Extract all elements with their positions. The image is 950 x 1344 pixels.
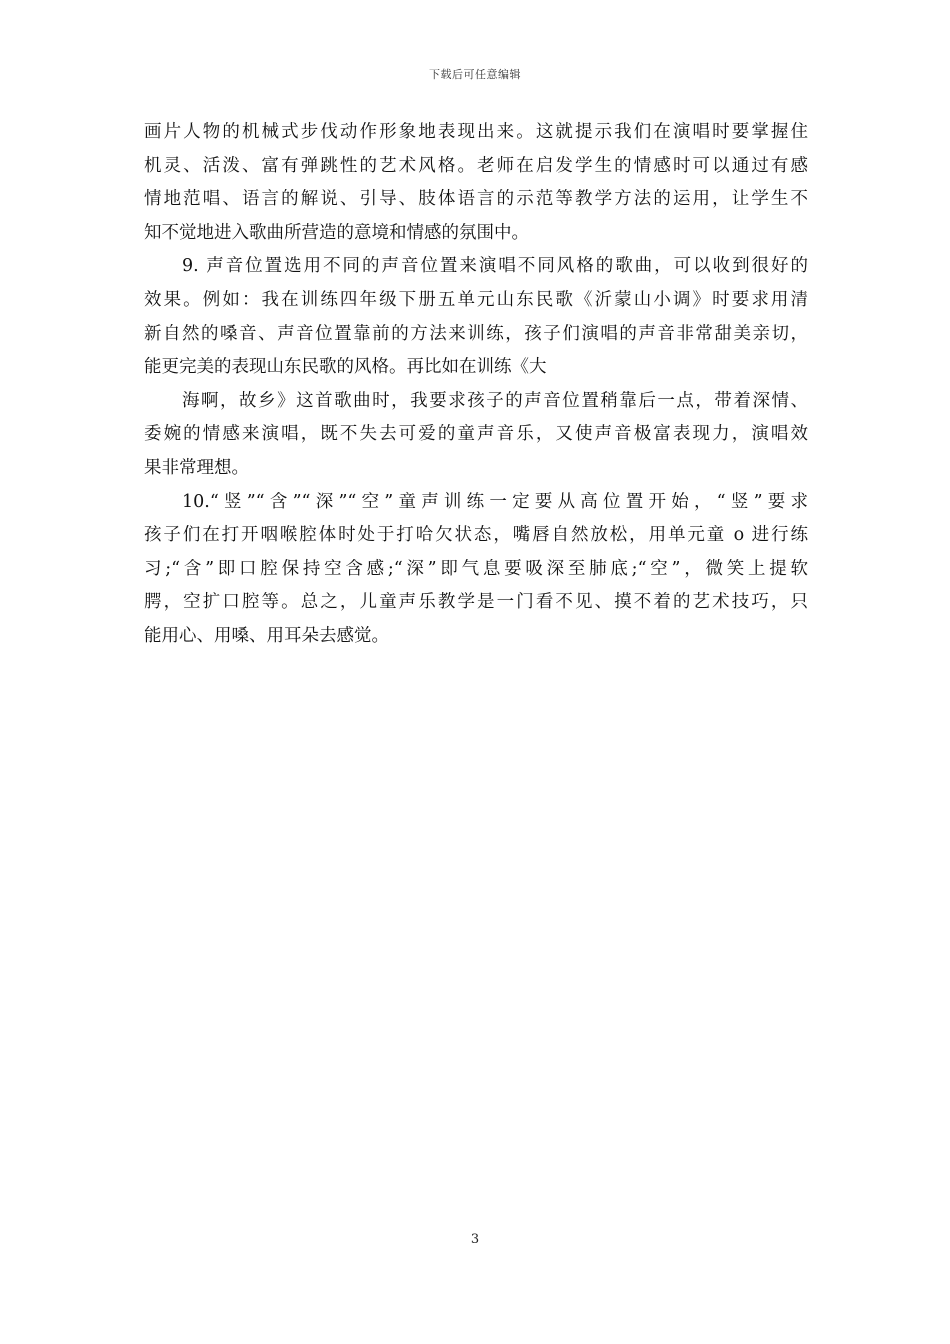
- header-note: 下载后可任意编辑: [429, 68, 521, 81]
- paragraph-1-line-3: 情地范唱、语言的解说、引导、肢体语言的示范等教学方法的运用，让学生不: [144, 189, 808, 210]
- paragraph-2-line-3: 新自然的嗓音、声音位置靠前的方法来训练，孩子们演唱的声音非常甜美亲切，: [144, 323, 808, 344]
- paragraph-4-line-4: 腭，空扩口腔等。总之，儿童声乐教学是一门看不见、摸不着的艺术技巧，只: [144, 592, 808, 613]
- paragraph-1-line-4: 知不觉地进入歌曲所营造的意境和情感的氛围中。: [144, 222, 529, 243]
- document-body: [144, 116, 808, 654]
- paragraph-2-line-2: 效果。例如：我在训练四年级下册五单元山东民歌《沂蒙山小调》时要求用清: [144, 289, 808, 310]
- paragraph-2-line-1: 9. 声音位置选用不同的声音位置来演唱不同风格的歌曲，可以收到很好的: [182, 256, 808, 277]
- paragraph-4-line-1: 10.“竖”“含”“深”“空”童声训练一定要从高位置开始，“竖”要求: [182, 491, 808, 512]
- page-number: 3: [470, 1232, 480, 1247]
- paragraph-4-line-3: 习;“含”即口腔保持空含感;“深”即气息要吸深至肺底;“空”，微笑上提软: [144, 558, 808, 579]
- paragraph-1-line-2: 机灵、活泼、富有弹跳性的艺术风格。老师在启发学生的情感时可以通过有感: [144, 155, 808, 176]
- paragraph-3-line-1: 海啊，故乡》这首歌曲时，我要求孩子的声音位置稍靠后一点，带着深情、: [182, 390, 808, 411]
- paragraph-4-line-2: 孩子们在打开咽喉腔体时处于打哈欠状态，嘴唇自然放松，用单元童 o 进行练: [144, 525, 808, 546]
- paragraph-4-line-5: 能用心、用嗓、用耳朵去感觉。: [144, 625, 389, 646]
- paragraph-3-line-3: 果非常理想。: [144, 457, 249, 478]
- paragraph-2-line-4: 能更完美的表现山东民歌的风格。再比如在训练《大: [144, 357, 547, 378]
- paragraph-3-line-2: 委婉的情感来演唱，既不失去可爱的童声音乐，又使声音极富表现力，演唱效: [144, 424, 808, 445]
- paragraph-1-line-1: 画片人物的机械式步伐动作形象地表现出来。这就提示我们在演唱时要掌握住: [144, 122, 808, 142]
